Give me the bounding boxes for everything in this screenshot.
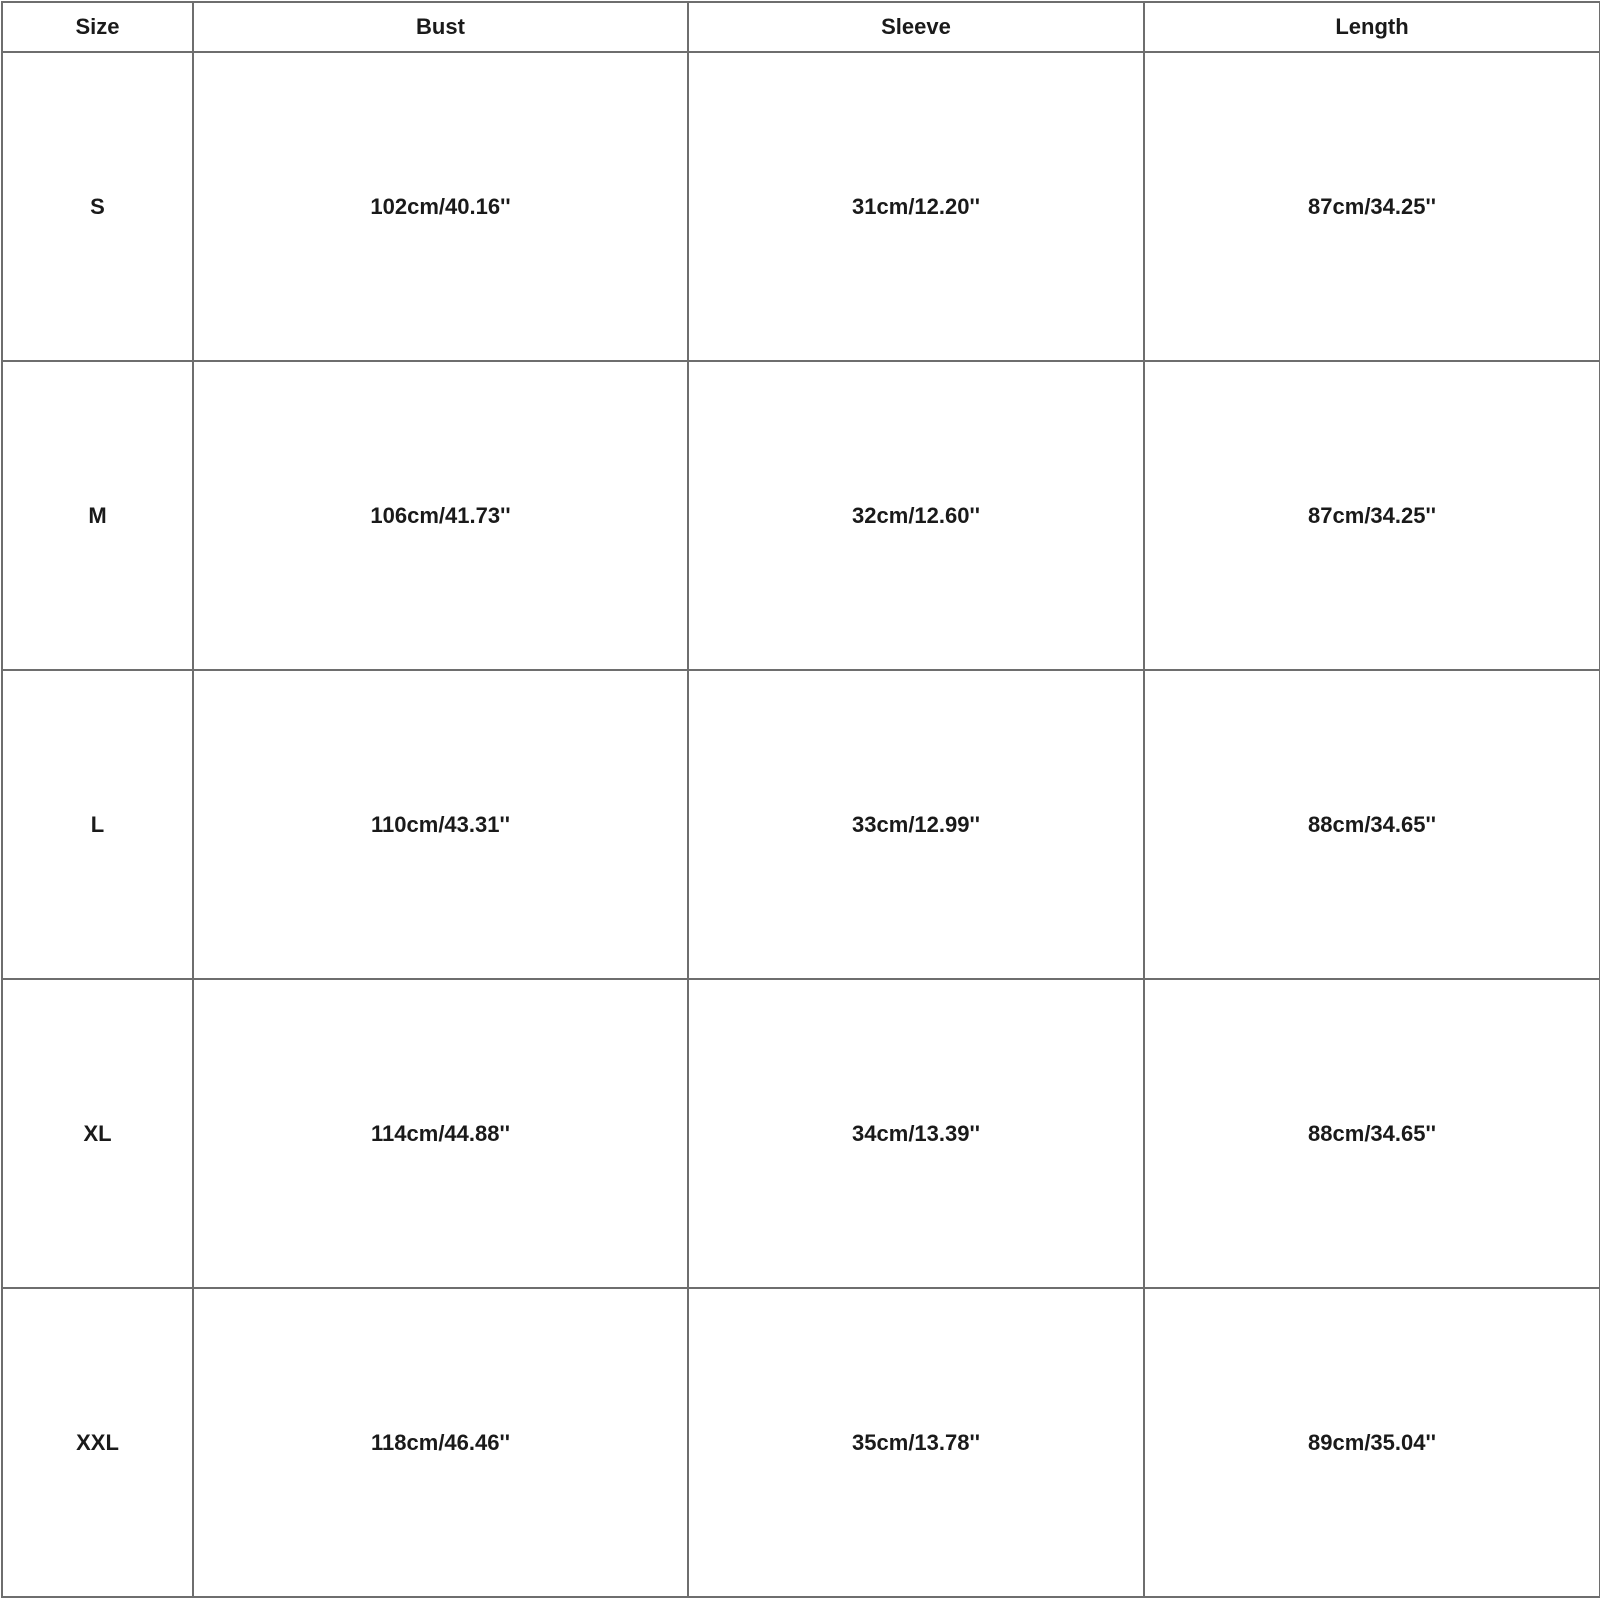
size-chart-table (1, 1, 1600, 1598)
table-row (2, 52, 1600, 361)
cell-size: XL (2, 979, 193, 1288)
cell-bust: 102cm/40.16'' (193, 52, 688, 361)
cell-sleeve: 31cm/12.20'' (688, 52, 1144, 361)
header-size: Size (2, 2, 193, 52)
table-row (2, 361, 1600, 670)
cell-bust: 110cm/43.31'' (193, 670, 688, 979)
cell-size: M (2, 361, 193, 670)
cell-size: L (2, 670, 193, 979)
cell-length: 89cm/35.04'' (1144, 1288, 1600, 1597)
cell-sleeve: 35cm/13.78'' (688, 1288, 1144, 1597)
cell-length: 87cm/34.25'' (1144, 52, 1600, 361)
cell-size: S (2, 52, 193, 361)
cell-size: XXL (2, 1288, 193, 1597)
table-row (2, 670, 1600, 979)
cell-sleeve: 32cm/12.60'' (688, 361, 1144, 670)
cell-bust: 118cm/46.46'' (193, 1288, 688, 1597)
cell-sleeve: 34cm/13.39'' (688, 979, 1144, 1288)
header-sleeve: Sleeve (688, 2, 1144, 52)
cell-bust: 106cm/41.73'' (193, 361, 688, 670)
cell-bust: 114cm/44.88'' (193, 979, 688, 1288)
header-length: Length (1144, 2, 1600, 52)
table-row (2, 1288, 1600, 1597)
header-bust: Bust (193, 2, 688, 52)
table-row (2, 979, 1600, 1288)
header-row (2, 2, 1600, 52)
cell-length: 88cm/34.65'' (1144, 670, 1600, 979)
cell-sleeve: 33cm/12.99'' (688, 670, 1144, 979)
cell-length: 87cm/34.25'' (1144, 361, 1600, 670)
cell-length: 88cm/34.65'' (1144, 979, 1600, 1288)
